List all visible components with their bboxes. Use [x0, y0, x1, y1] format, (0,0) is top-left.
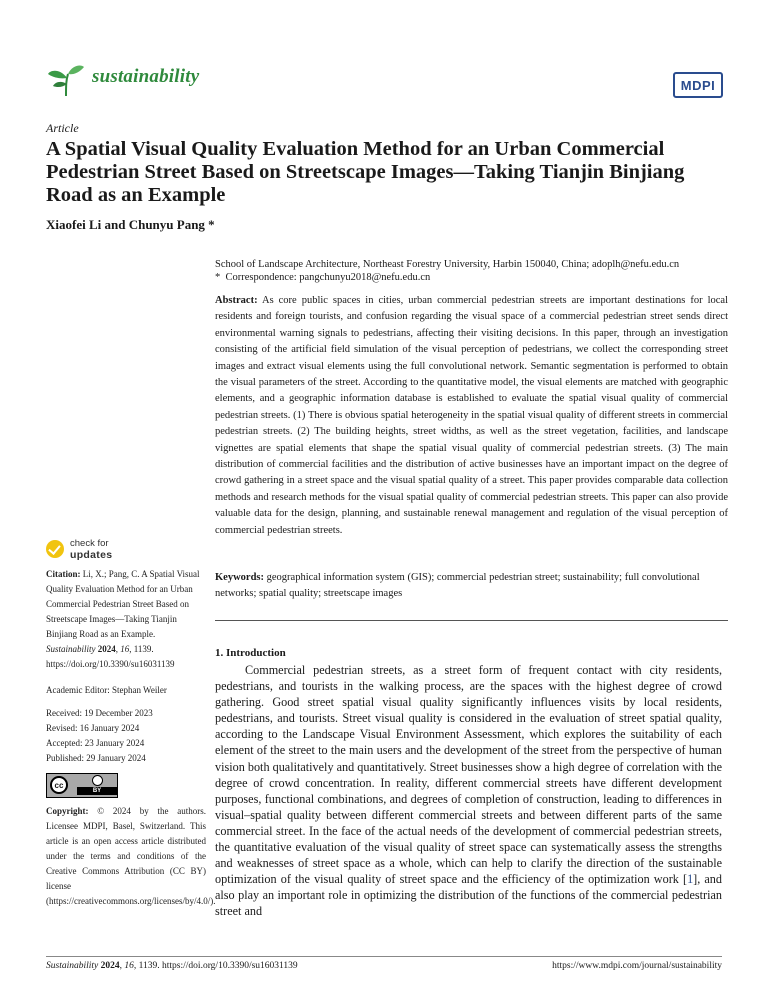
authors: Xiaofei Li and Chunyu Pang *	[46, 217, 215, 232]
footer-volume: 16	[124, 961, 134, 971]
updates-line2: updates	[70, 549, 113, 561]
citation-text: Li, X.; Pang, C. A Spatial Visual Quality Evaluation Method for an Urban Commercial Pedestrian Street Based on Streetscape Images—Taking Tianjin Binjiang Road as an Example.	[46, 569, 200, 639]
journal-leaf-icon	[46, 62, 86, 98]
revised-date: Revised: 16 January 2024	[46, 723, 140, 733]
citation-doi[interactable]: 1139. https://doi.org/10.3390/su16031139	[46, 644, 175, 669]
accepted-date: Accepted: 23 January 2024	[46, 738, 145, 748]
intro-text-end: ], and also play an important role in optimizing the distribution of the functions of the commercial pedestrian street and	[215, 872, 722, 919]
abstract	[215, 293, 728, 539]
keywords-label: Keywords:	[215, 572, 264, 583]
academic-editor: Academic Editor: Stephan Weiler	[46, 685, 167, 695]
abstract-text: As core public spaces in cities, urban commercial pedestrian streets are important destinations for local residents and foreign tourists, and confusion regarding the visual space of a commercial pedestrian street sends direct environmental warning signals to pedestrians, affecting their visiting decisions. In this paper, through an investigation consisting of the artificial field simulation of the visual perception of pedestrians, we collect the corresponding street images and extract visual elements using the full convolutional network. Semantic segmentation is performed to obtain the visual parameters of the street. According to the quantitative model, the visual elements are matched with geographic elements, and a geographic information database is established to evaluate the spatial visual quality of commercial pedestrian streets. (1) There is obvious spatial heterogeneity in the spatial visual quality of different streets in commercial pedestrian streets. (2) The building heights, street widths, as well as the street vegetation, facilities, and landscape vignettes are spatial elements that shape the spatial visual quality of commercial pedestrian streets. (3) The main distribution of commercial facilities and the distribution of active businesses have an important impact on the degree of crowd gathering in a street space and the visual spatial quality of a street. This paper provides comparable data collection methods and research methods for the visual spatial quality of commercial pedestrian streets. This paper can also provide valuable data for the design, planning, and sustainable renewal management and regulation of the visual perception of commercial pedestrian streets.	[215, 295, 728, 536]
citation-year: 2024	[97, 644, 116, 654]
footer-journal-url[interactable]: https://www.mdpi.com/journal/sustainability	[552, 961, 722, 971]
footer-citation: Sustainability 2024, 16, 1139. https://doi.org/10.3390/su16031139	[46, 961, 298, 971]
received-date: Received: 19 December 2023	[46, 708, 153, 718]
article-title: A Spatial Visual Quality Evaluation Method for an Urban Commercial Pedestrian Street Based on Streetscape Images—Taking Tianjin Binjiang Road as an Example	[46, 138, 685, 206]
footer-article-no: 1139.	[138, 961, 160, 971]
correspondence: * Correspondence: pangchunyu2018@nefu.edu.cn	[215, 272, 431, 283]
journal-name[interactable]: sustainability	[92, 66, 200, 87]
check-for-updates-button[interactable]	[46, 538, 126, 562]
copyright-block	[46, 804, 216, 909]
copyright-text: © 2024 by the authors. Licensee MDPI, Basel, Switzerland. This article is an open access article distributed under the terms and conditions of the Creative Commons Attribution (CC BY) license (https://creativecommons.org/licenses/by/4.0/).	[46, 806, 216, 906]
citation-link[interactable]: 1	[687, 872, 694, 887]
keywords	[215, 570, 728, 603]
abstract-label: Abstract:	[215, 295, 258, 306]
published-date: Published: 29 January 2024	[46, 753, 146, 763]
footer-divider	[46, 956, 722, 957]
dates-block	[46, 706, 206, 766]
footer-year: 2024	[100, 961, 120, 971]
citation-label: Citation:	[46, 569, 81, 579]
keywords-text: geographical information system (GIS); commercial pedestrian street; sustainability; full convolutional networks; spatial quality; streetscape images	[215, 572, 700, 600]
affiliation-block	[215, 258, 735, 284]
check-icon	[46, 540, 64, 558]
section-divider	[215, 620, 728, 621]
updates-line1: check for	[70, 538, 109, 549]
section-heading: 1. Introduction	[215, 647, 286, 659]
person-icon	[92, 775, 103, 786]
cc-by-license-badge[interactable]	[46, 773, 118, 798]
copyright-label: Copyright:	[46, 806, 89, 816]
intro-text: Commercial pedestrian streets, as a street form of frequent contact with city residents, pedestrians, and tourists in the walking process, are the spaces with the highest degree of crowd gathering. Good street spatial visual quality significantly influences visits by local residents, pedestrians, and tourists. Street visual quality is considered in the evaluation of street spatial quality, according to the Landscape Visual Environment Assessment, which explores the suitability of each element of the street to the main users and the development of the street from the perspective of human vision both qualitatively and quantitatively. Street businesses show a high degree of correlation with the degree of crowd concentration. In reality, different commercial streets have different development purposes, functional combinations, and degrees of completion of construction, leading to differences in visual–spatial quality between different commercial streets and between different parts of the same commercial street. In the face of the actual needs of the development of commercial pedestrian streets, the quantitative evaluation of the visual quality of street space can systematically assess the strengths and weaknesses of street space as a whole, which can help to clarify the direction of the sustainable optimization of the visual quality of street space and the efficiency of the optimization work [	[215, 663, 722, 887]
article-type: Article	[46, 121, 79, 135]
citation-volume: 16	[120, 644, 130, 654]
footer-doi[interactable]: https://doi.org/10.3390/su16031139	[162, 961, 298, 971]
by-attribution-icon	[77, 775, 117, 796]
footer-journal: Sustainability	[46, 961, 99, 971]
mdpi-logo[interactable]: MDPI	[673, 72, 723, 98]
affiliation: School of Landscape Architecture, Northeast Forestry University, Harbin 150040, China; adoplh@nefu.edu.cn	[215, 259, 680, 270]
creative-commons-icon: cc	[50, 776, 68, 794]
introduction-paragraph	[215, 662, 722, 920]
citation-journal: Sustainability	[46, 644, 96, 654]
cc-by-label: BY	[77, 787, 117, 795]
citation-block: Citation: Li, X.; Pang, C. A Spatial Visual Quality Evaluation Method for an Urban Commercial Pedestrian Street Based on Streetscape Images—Taking Tianjin Binjiang Road as an Example. Sustainability 2024, 16, 1139. https://doi.org/10.3390/su16031139	[46, 569, 200, 669]
